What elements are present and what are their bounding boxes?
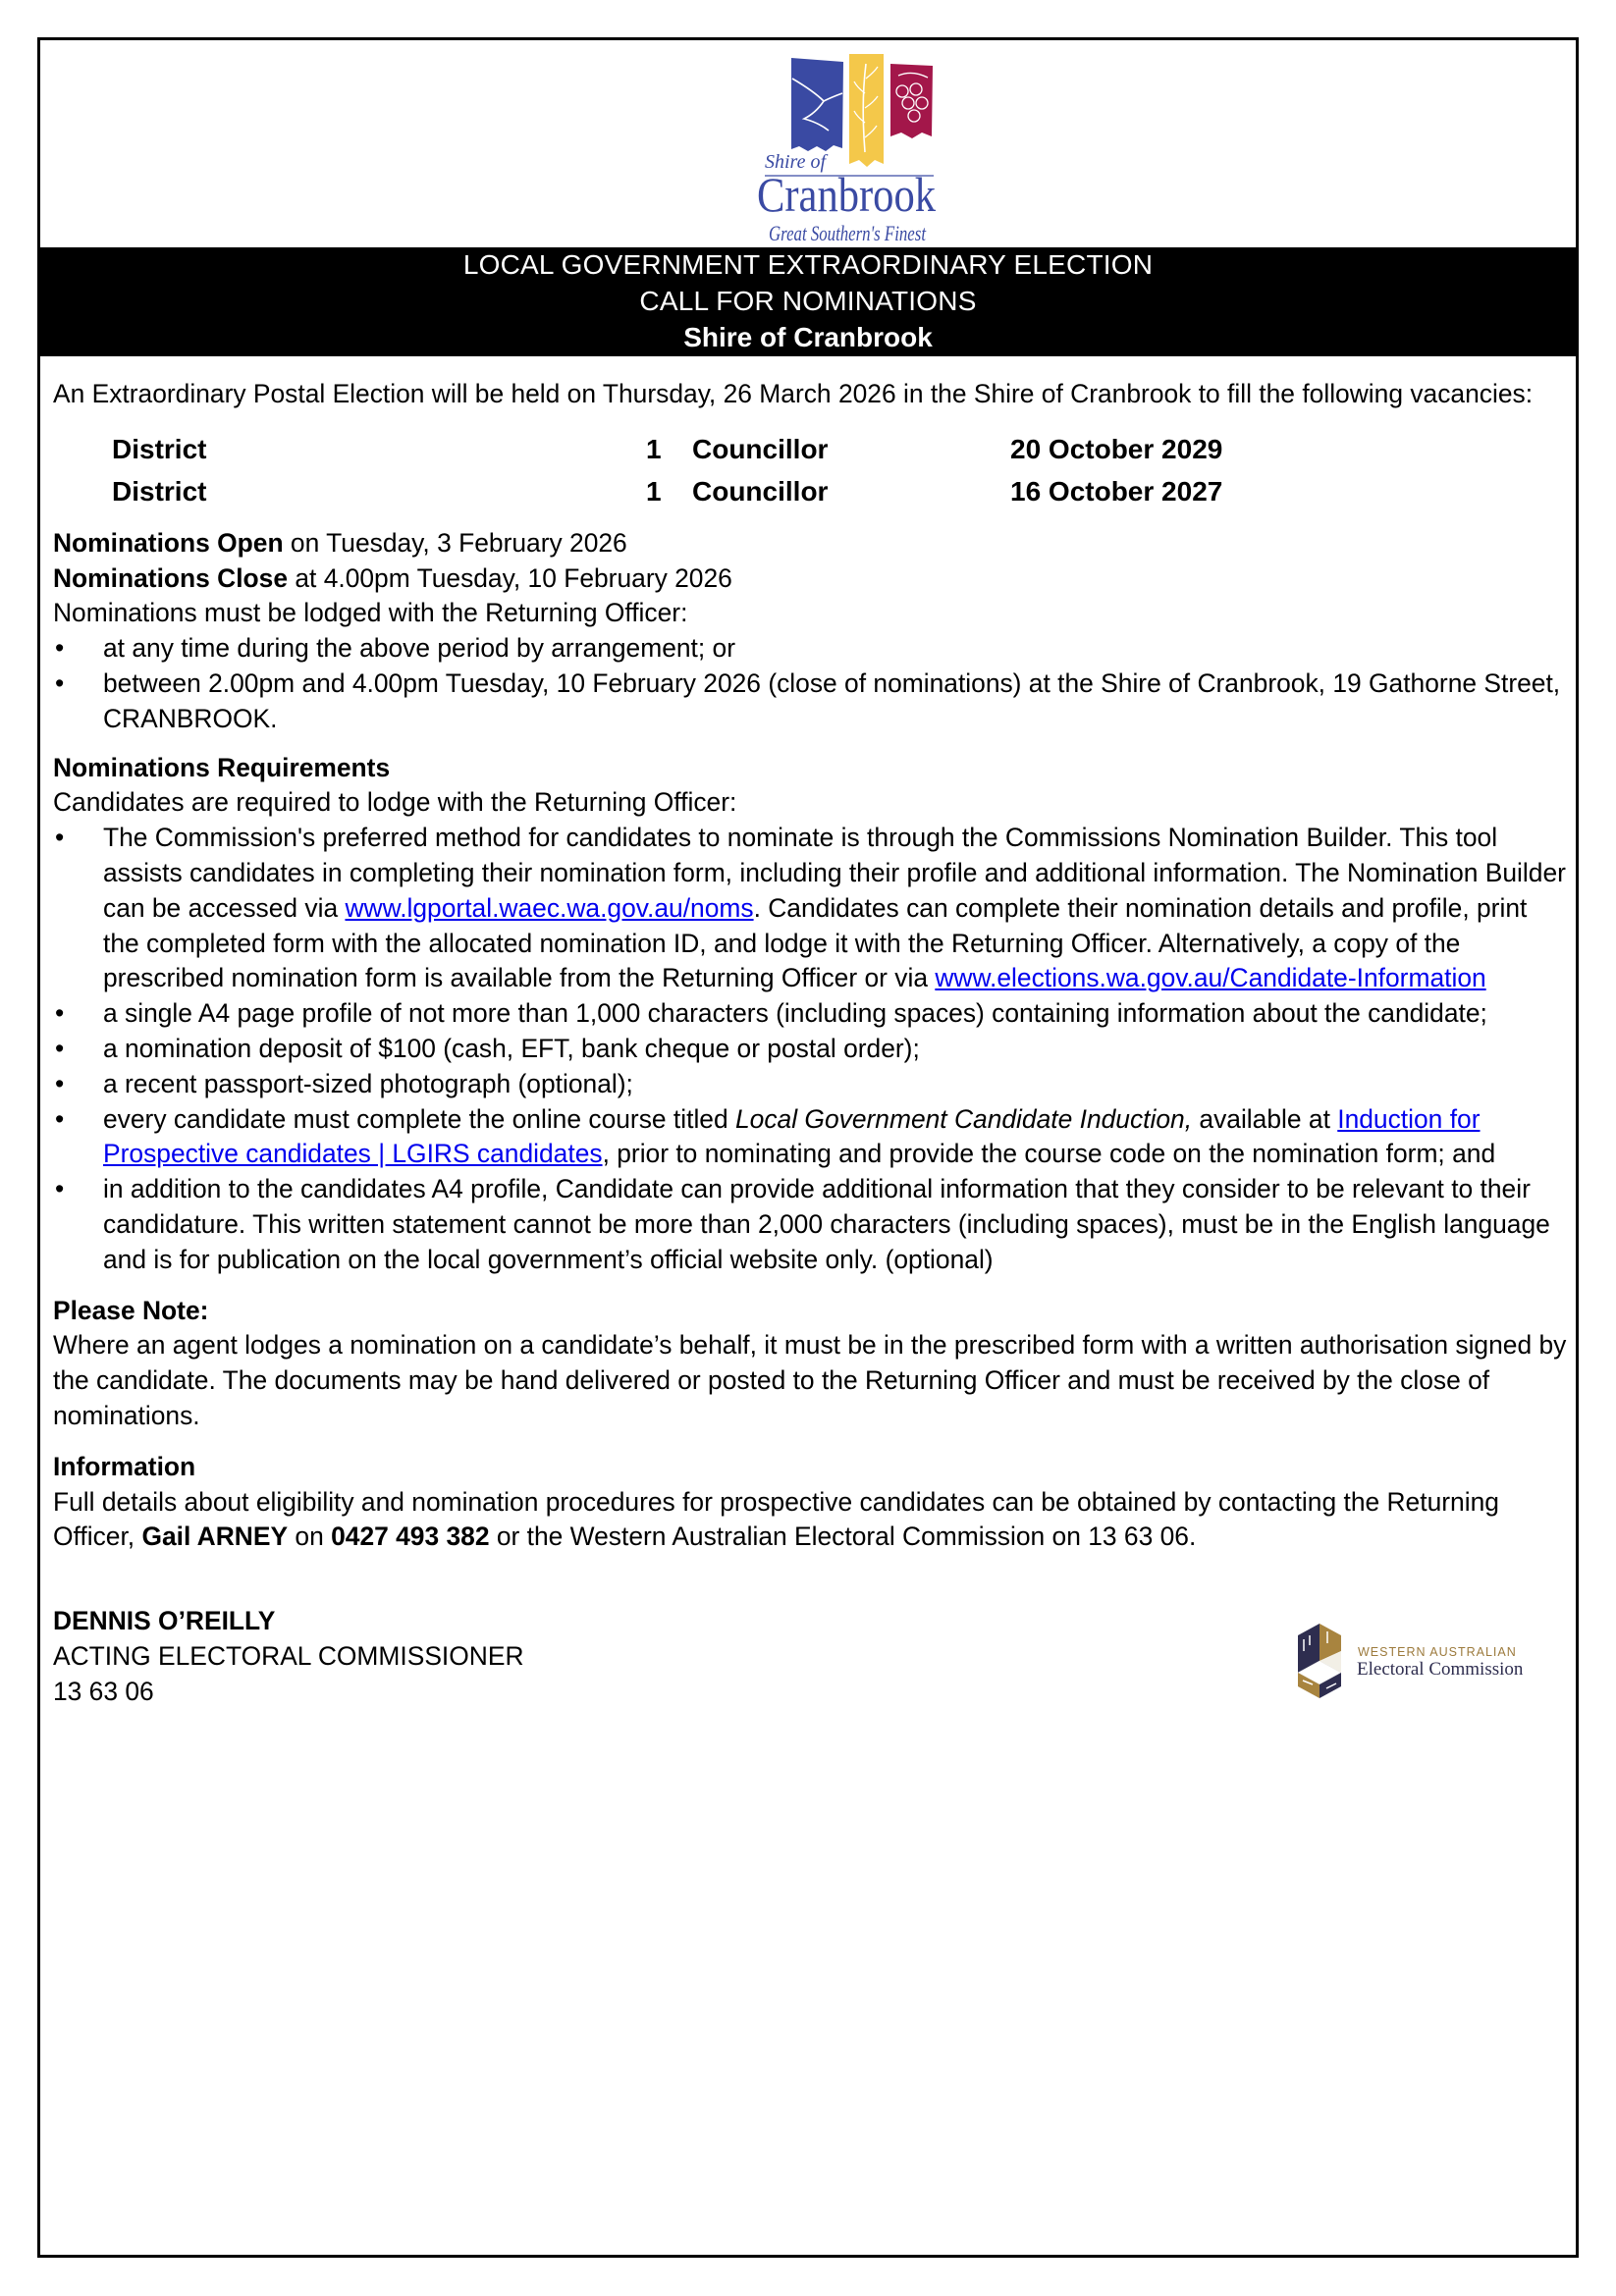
information-text: Full details about eligibility and nomination procedures for prospective candidates can be obtained by contacting the Returning Officer, Gail ARNEY on 0427 493 382 or the Western Australian Electoral Commission on 13 63 06. [53,1486,1499,1552]
list-item: • in addition to the candidates A4 profile, Candidate can provide additional information that they consider to be relevant to their candidature. This written statement cannot be more than 2,000 characters (including spaces), must be in the English language and is for publication on the local government’s official website only. (optional) [55,1174,1550,1274]
lgportal-link[interactable]: www.lgportal.waec.wa.gov.au/noms [345,892,754,923]
bullet-icon: • [55,1033,65,1063]
notice-body [53,377,1570,1710]
vacancy-count: 1 [646,475,662,507]
requirements-intro: Candidates are required to lodge with the Returning Officer: [53,787,737,818]
signatory-title: ACTING ELECTORAL COMMISSIONER [53,1640,524,1671]
nominations-close-date: at 4.00pm Tuesday, 10 February 2026 [288,562,732,593]
returning-officer-name: Gail ARNEY [141,1522,289,1552]
bullet-icon: • [55,998,65,1029]
list-item: • The Commission's preferred method for candidates to nominate is through the Commissions Nomination Builder. This tool assists candidates in completing their nomination form, including their profile and additional information. The Nomination Builder can be accessed via www.lgportal.waec.wa.gov.au/noms. Candidates can complete their nomination details and profile, print the completed form with the allocated nomination ID, and lodge it with the Returning Officer. Alternatively, a copy of the prescribed nomination form is available from the Returning Officer or via www.elections.wa.gov.au/Candidate-Information [55,823,1566,993]
please-note-heading: Please Note: [53,1295,209,1325]
vacancy-district: District [112,433,207,464]
lodgement-list [53,631,1570,736]
svg-text:Shire of: Shire of [765,151,827,173]
bullet-icon: • [55,1174,65,1204]
returning-officer-phone: 0427 493 382 [331,1522,490,1552]
vacancy-count: 1 [646,433,662,464]
bullet-icon: • [55,823,65,853]
nominations-close-label: Nominations Close [53,562,289,593]
candidate-information-link[interactable]: www.elections.wa.gov.au/Candidate-Information [935,963,1486,993]
waec-cube-icon [1295,1622,1344,1700]
course-title: Local Government Candidate Induction, [735,1103,1193,1134]
shire-of-cranbrook-logo [706,54,971,248]
notice-title: LOCAL GOVERNMENT EXTRAORDINARY ELECTION [462,249,1154,280]
signatory-name: DENNIS O’REILLY [53,1606,276,1636]
intro-paragraph: An Extraordinary Postal Election will be held on Thursday, 26 March 2026 in the Shire of Cranbrook to fill the following vacancies: [53,379,1534,408]
notice-subtitle: CALL FOR NOMINATIONS [639,286,977,316]
notice-shire-name: Shire of Cranbrook [683,322,933,352]
induction-link[interactable]: Induction for Prospective candidates | LGIRS candidates [103,1103,1481,1169]
nominations-open [53,526,1570,561]
notice-title-bar [40,247,1576,356]
requirements-heading: Nominations Requirements [53,752,391,782]
lodgement-intro: Nominations must be lodged with the Returning Officer: [53,598,688,628]
bullet-icon: • [55,1103,65,1134]
waec-logo-line2: Electoral Commission [1357,1659,1524,1681]
list-item: • every candidate must complete the online course titled Local Government Candidate Induction, available at Induction for Prospective candidates | LGIRS candidates, prior to nominating and provide the course code on the nomination form; and [55,1103,1496,1169]
list-item: • a recent passport-sized photograph (optional); [53,1067,1570,1102]
svg-text:Great Southern's Finest: Great Southern's Finest [769,221,927,245]
nominations-open-label: Nominations Open [53,527,284,558]
please-note-text: Where an agent lodges a nomination on a candidate’s behalf, it must be in the prescribed form with a written authorisation signed by the candidate. The documents may be hand delivered or posted to the Returning Officer and must be received by the close of nominations. [53,1330,1567,1430]
bullet-icon: • [55,633,65,664]
notice-frame [37,37,1579,2258]
information-heading: Information [53,1451,196,1481]
vacancy-term-expiry: 16 October 2027 [1010,475,1223,507]
signatory-phone: 13 63 06 [53,1676,154,1706]
vacancy-district: District [112,475,207,507]
list-item: • between 2.00pm and 4.00pm Tuesday, 10 February 2026 (close of nominations) at the Shire of Cranbrook, 19 Gathorne Street, CRANBROOK. [55,667,1561,733]
svg-text:Cranbrook: Cranbrook [757,167,936,222]
bullet-icon: • [55,667,65,698]
list-item: • a single A4 page profile of not more than 1,000 characters (including spaces) containing information about the candidate; [53,996,1570,1032]
waec-logo [1295,1622,1550,1700]
nominations-open-date: on Tuesday, 3 February 2026 [283,527,627,558]
vacancy-role: Councillor [692,475,829,507]
cranbrook-logo-graphic-icon [706,54,971,248]
waec-logo-line1: WESTERN AUSTRALIAN [1358,1645,1517,1660]
vacancy-role: Councillor [692,433,829,464]
bullet-icon: • [55,1068,65,1098]
vacancy-row [53,470,1570,512]
vacancy-term-expiry: 20 October 2029 [1010,433,1223,464]
list-item: • a nomination deposit of $100 (cash, EFT, bank cheque or postal order); [53,1032,1570,1067]
nominations-close [53,561,1570,597]
list-item: • at any time during the above period by arrangement; or [53,631,1570,667]
requirements-list [53,821,1570,1277]
signature-block [53,1604,1570,1709]
vacancy-row [53,428,1570,470]
vacancies-table [53,428,1570,512]
